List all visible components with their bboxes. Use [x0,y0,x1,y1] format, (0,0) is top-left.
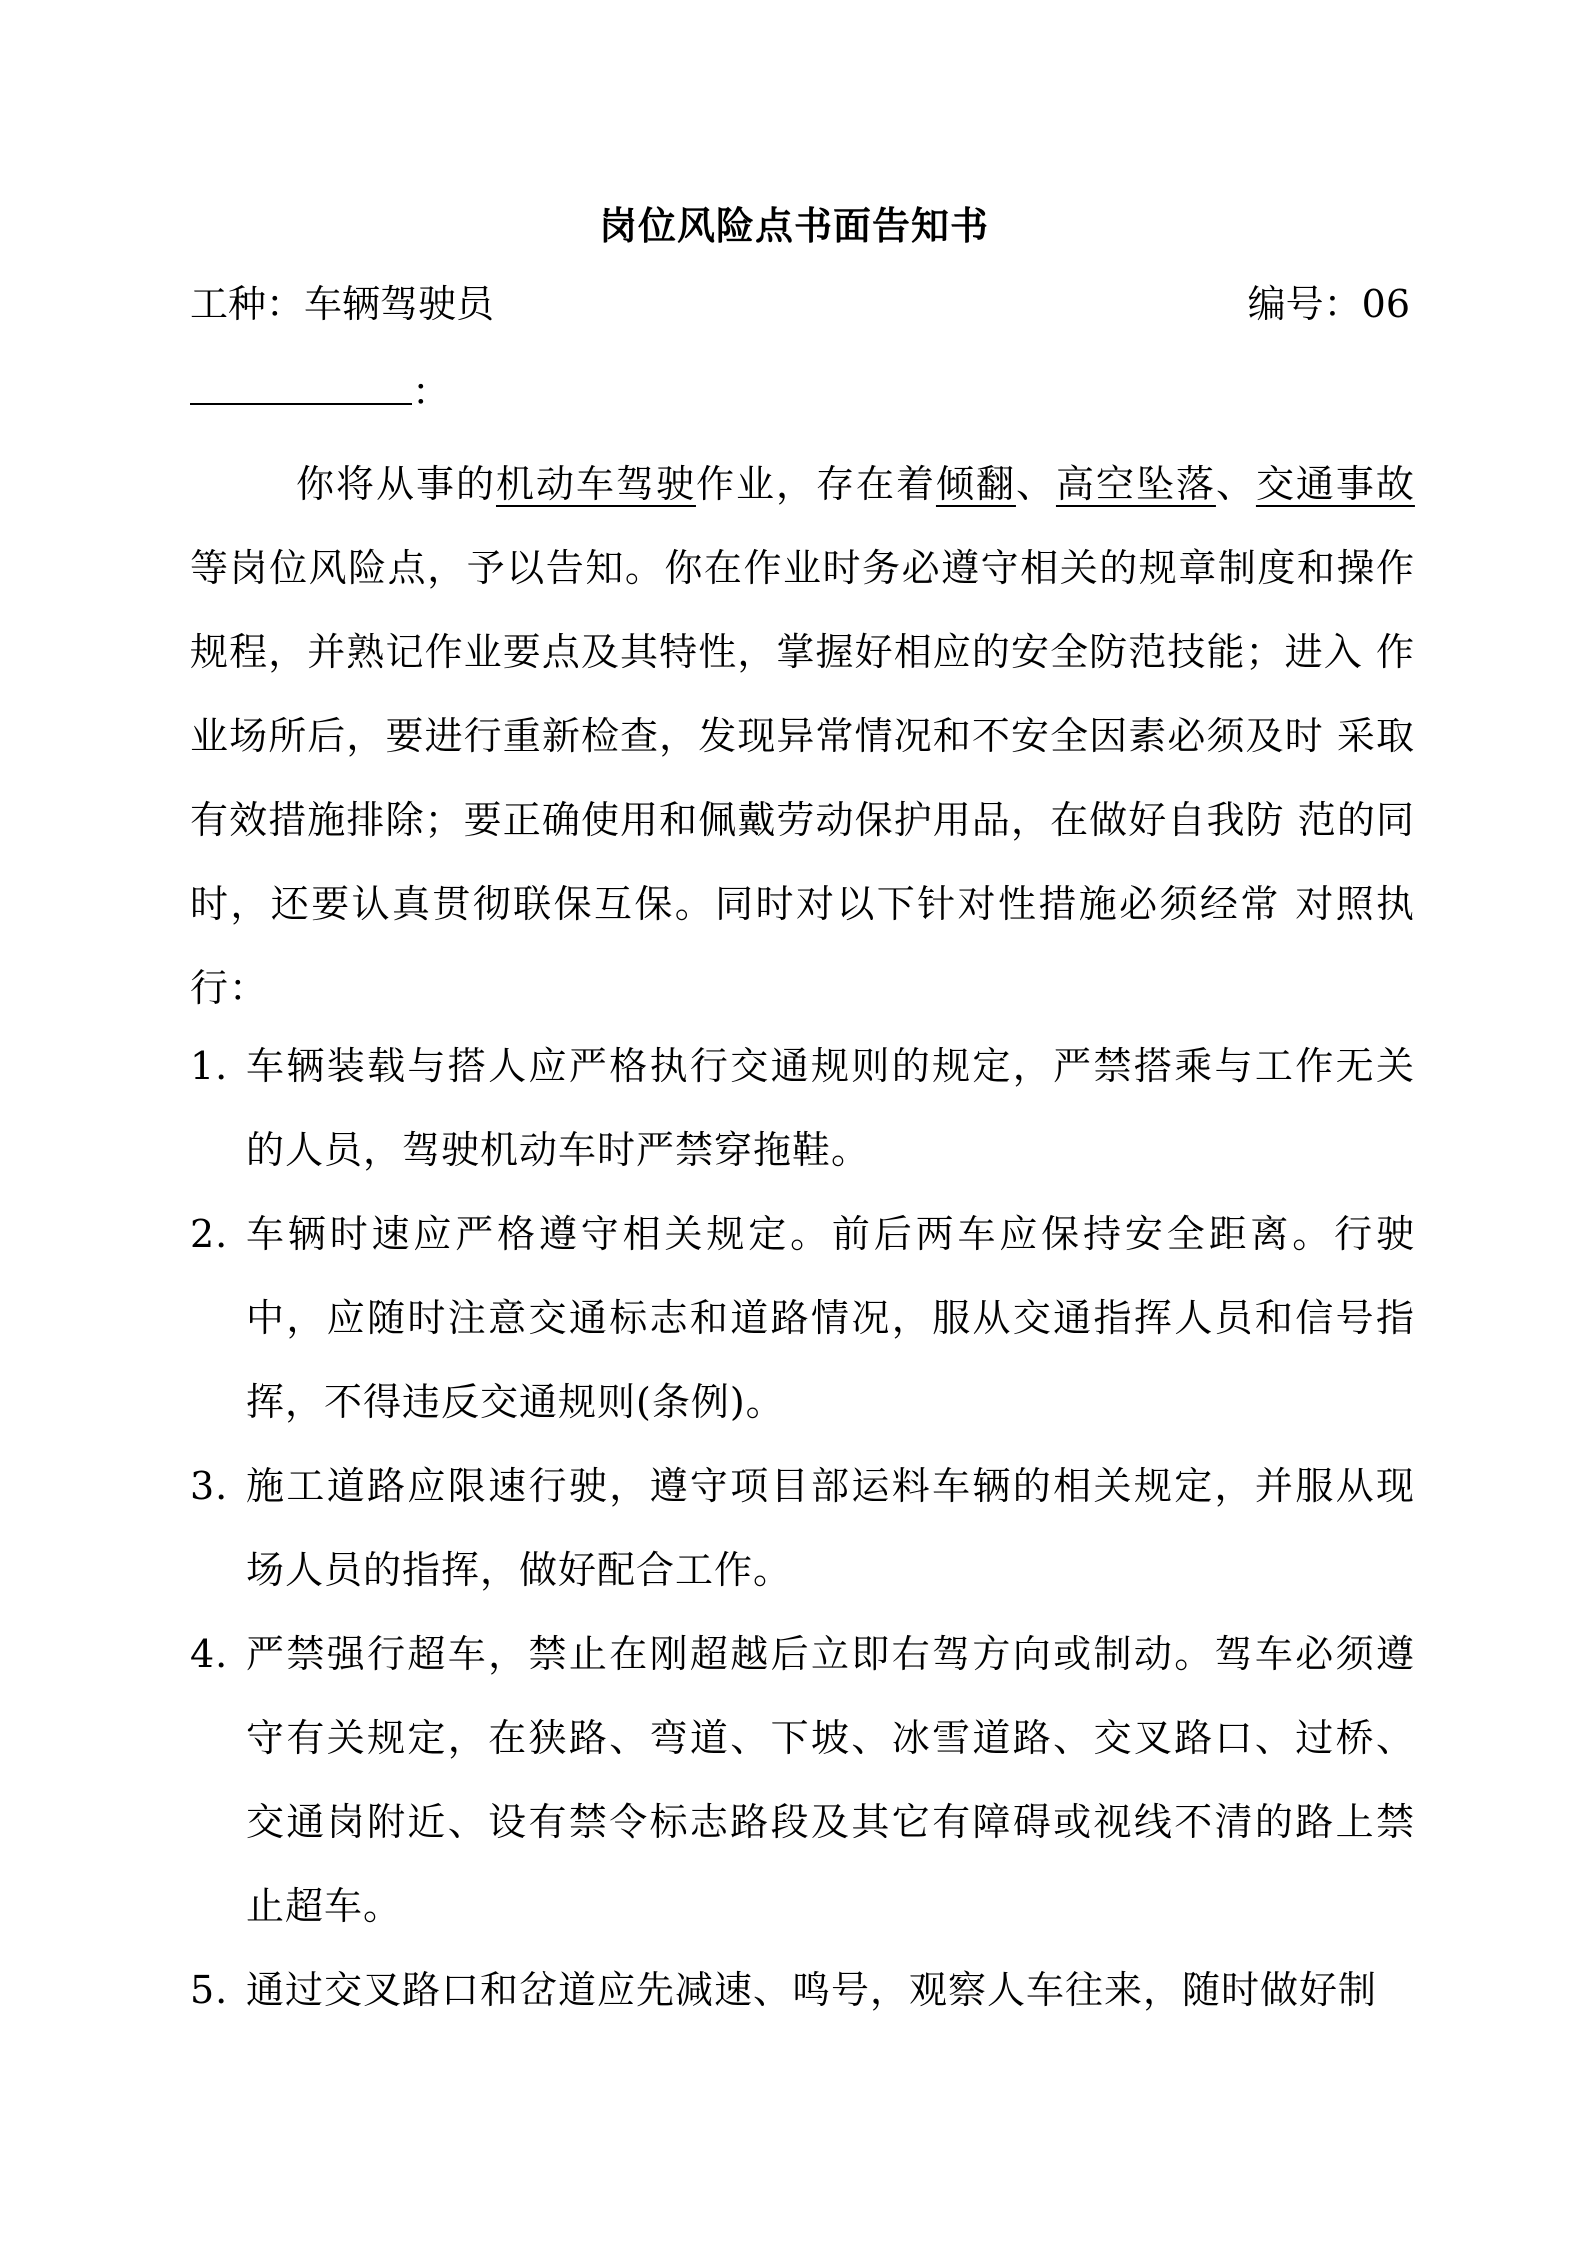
list-item [190,1612,1415,1948]
item-text: 严禁强行超车，禁止在刚超越后立即右驾方向或制动。驾车必须遵守有关规定，在狭路、弯道、下坡、冰雪道路、交叉路口、过桥、交通岗附近、设有禁令标志路段及其它有障碍或视线不清的路上禁止超车。 [246,1632,1415,1928]
item-number: 5. [190,1968,229,2012]
intro-text-1: 你将从事的 [296,462,496,506]
underlined-risk-fall: 高空坠落 [1055,462,1216,506]
intro-text-4: 、 [1215,462,1256,506]
item-text: 车辆时速应严格遵守相关规定。前后两车应保持安全距离。行驶中，应随时注意交通标志和道路情况，服从交通指挥人员和信号指挥，不得违反交通规则(条例)。 [246,1212,1415,1424]
salutation [190,362,450,422]
item-text: 通过交叉路口和岔道应先减速、鸣号，观察人车往来，随时做好制 [246,1968,1378,2012]
item-text: 施工道路应限速行驶，遵守项目部运料车辆的相关规定，并服从现场人员的指挥，做好配合工作。 [246,1464,1415,1592]
list-item [190,1192,1415,1444]
name-blank-line [190,363,412,405]
salutation-colon: ： [412,370,451,414]
document-title: 岗位风险点书面告知书 [598,203,989,248]
job-type: 工种：车辆驾驶员 [190,282,495,326]
underlined-work-type: 机动车驾驶 [495,462,696,506]
underlined-risk-traffic: 交通事故 [1255,462,1415,506]
measures-list [190,1024,1415,2032]
list-item [190,1024,1415,1192]
item-number: 4. [190,1632,229,1676]
serial-number: 编号：06 [1247,282,1410,326]
item-number: 1. [190,1044,229,1088]
intro-text-3: 、 [1015,462,1056,506]
intro-text-2: 作业，存在着 [695,462,936,506]
list-item [190,1948,1415,2032]
intro-paragraph [190,442,1415,1030]
item-text: 车辆装载与搭人应严格执行交通规则的规定，严禁搭乘与工作无关的人员，驾驶机动车时严禁穿拖鞋。 [246,1044,1415,1172]
intro-text-5: 等岗位风险点，予以告知。你在作业时务必遵守相关的规章制度和操作 规程，并熟记作业要点及其特性，掌握好相应的安全防范技能；进入 作业场所后，要进行重新检查，发现异常情况和不安全因素必须及时 采取有效措施排除；要正确使用和佩戴劳动保护用品，在做好自我防 范的同时，还要认真贯彻联保互保。同时对以下针对性措施必须经常 对照执行： [190,546,1415,1010]
list-item [190,1444,1415,1612]
item-number: 2. [190,1212,229,1256]
underlined-risk-overturn: 倾翻 [935,462,1016,506]
item-number: 3. [190,1464,229,1508]
